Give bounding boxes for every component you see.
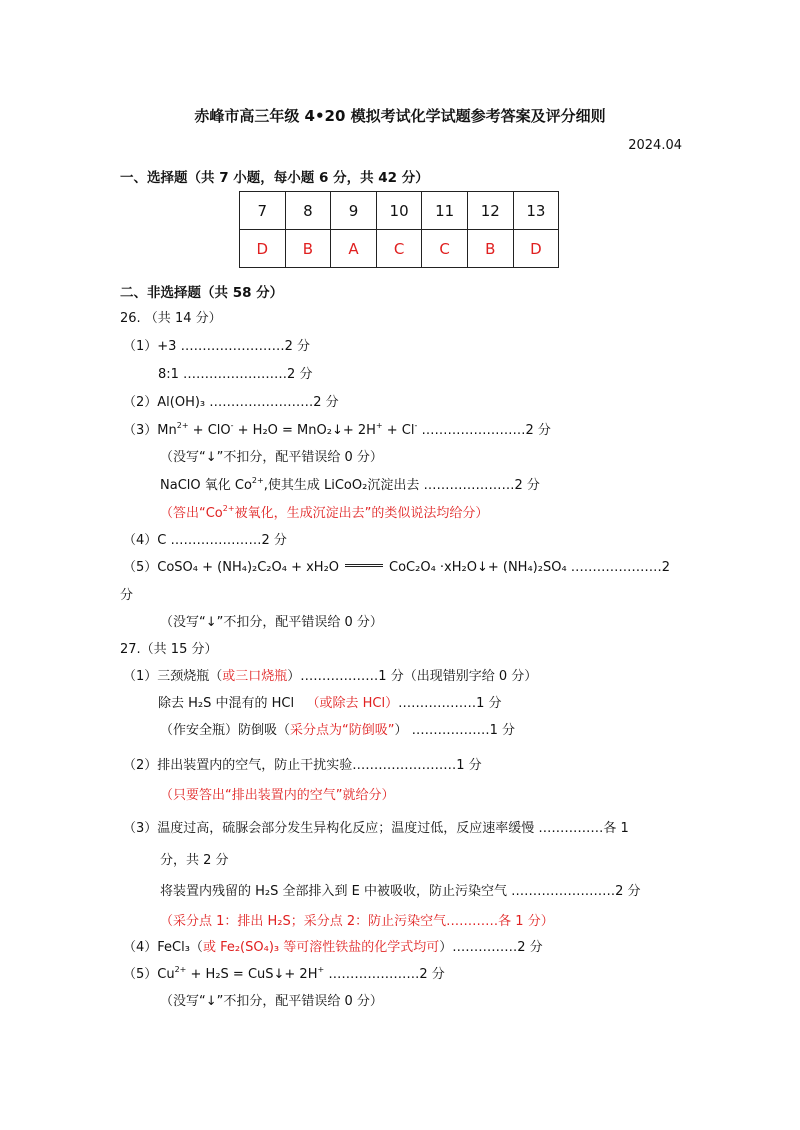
answer-key: C [422, 230, 468, 268]
q27-part1a [123, 665, 537, 684]
section1-heading: 一、选择题（共 7 小题，每小题 6 分，共 42 分） [120, 170, 429, 186]
charge-label: + [317, 965, 325, 974]
answer-table [239, 191, 559, 268]
q27-part5-note: （没写“↓”不扣分，配平错误给 0 分） [160, 994, 383, 1009]
question-number: 10 [376, 192, 422, 230]
q27-text: …………………2 分 [324, 967, 445, 982]
q26-part2: （2）Al(OH)₃ ……………………2 分 [123, 395, 339, 410]
q26-p3b-text: NaClO 氧化 Co [160, 478, 252, 493]
q27-text: （作安全瓶）防倒吸（ [160, 723, 291, 738]
q27-part3-grading-note: （采分点 1：排出 H₂S；采分点 2：防止污染空气…………各 1 分） [160, 914, 554, 929]
q26-part5-equation [123, 556, 670, 575]
answer-key: C [376, 230, 422, 268]
q27-text: + H₂S = CuS↓+ 2H [186, 967, 318, 982]
q26-p3-text: ……………………2 分 [417, 423, 551, 438]
q27-part3b: 分，共 2 分 [160, 853, 229, 868]
charge-label: - [230, 421, 234, 430]
q27-text: ）……………2 分 [439, 940, 543, 955]
q26-part1b: 8:1 ……………………2 分 [158, 367, 313, 382]
answer-key: A [331, 230, 377, 268]
charge-label: 2+ [251, 476, 264, 485]
q27-text: ） ………………1 分 [394, 723, 516, 738]
question-number: 7 [240, 192, 286, 230]
q27-red-text: 采分点为“防倒吸” [290, 723, 395, 738]
q26-p5-text: CoC₂O₄ ·xH₂O↓+ (NH₄)₂SO₄ …………………2 [389, 560, 671, 575]
q26-part1a: （1）+3 ……………………2 分 [123, 339, 310, 354]
q26-p3-text: （3）Mn [123, 423, 177, 438]
answer-key: D [240, 230, 286, 268]
q26-p5-text: （5）CoSO₄ + (NH₄)₂C₂O₄ + xH₂O [123, 560, 340, 575]
q26-part3-b [160, 474, 540, 493]
q27-part1c [160, 719, 515, 738]
answer-key: D [513, 230, 559, 268]
q27-text: （4）FeCl₃（ [123, 940, 203, 955]
q27-part3a: （3）温度过高，硫脲会部分发生异构化反应；温度过低，反应速率缓慢 ……………各 1 [123, 821, 629, 836]
q27-red-text: （或除去 HCl） [306, 696, 399, 711]
q27-text: ）………………1 分（出现错别字给 0 分） [287, 669, 538, 684]
q26-part3-note: （没写“↓”不扣分，配平错误给 0 分） [160, 450, 383, 465]
q26-part3-equation [123, 419, 551, 438]
charge-label: 2+ [222, 504, 235, 513]
q27-text: ………………1 分 [398, 696, 502, 711]
q26-p3-text: + H₂O = MnO₂↓+ 2H [233, 423, 376, 438]
answer-key: B [285, 230, 331, 268]
charge-label: 2+ [174, 965, 187, 974]
charge-label: 2+ [176, 421, 189, 430]
q27-part1b [158, 692, 502, 711]
question-number-row [240, 192, 559, 230]
q27-red-text: 或 Fe₂(SO₄)₃ 等可溶性铁盐的化学式均可 [202, 940, 440, 955]
answer-key-row [240, 230, 559, 268]
charge-label: + [375, 421, 383, 430]
q26-red-text: 被氧化，生成沉淀出去”的类似说法均给分） [234, 506, 489, 521]
q26-part5-cont: 分 [120, 588, 134, 603]
question-number: 13 [513, 192, 559, 230]
q27-text: 除去 H₂S 中混有的 HCl [158, 696, 295, 711]
q26-part5-note: （没写“↓”不扣分，配平错误给 0 分） [160, 615, 383, 630]
question-number: 8 [285, 192, 331, 230]
answer-key: B [467, 230, 513, 268]
q27-red-text: 或三口烧瓶 [222, 669, 288, 684]
q27-text: （5）Cu [123, 967, 175, 982]
section2-heading: 二、非选择题（共 58 分） [120, 285, 284, 301]
q26-p3-text: + Cl [382, 423, 415, 438]
q26-p3b-text: ,使其生成 LiCoO₂沉淀出去 …………………2 分 [263, 478, 540, 493]
q27-part4 [123, 936, 543, 955]
q27-part2-grading-note: （只要答出“排出装置内的空气”就给分） [160, 788, 395, 803]
question-number: 11 [422, 192, 468, 230]
equals-sign [345, 564, 383, 568]
q26-part4: （4）C …………………2 分 [123, 533, 287, 548]
q27-part2: （2）排出装置内的空气，防止干扰实验……………………1 分 [123, 758, 482, 773]
question-number: 12 [467, 192, 513, 230]
q26-red-text: （答出“Co [160, 506, 223, 521]
question-number: 9 [331, 192, 377, 230]
q26-p3-text: + ClO [188, 423, 231, 438]
charge-label: - [414, 421, 418, 430]
q27-part5-equation [123, 963, 445, 982]
q27-part3c: 将装置内残留的 H₂S 全部排入到 E 中被吸收，防止污染空气 ……………………2 分 [160, 884, 641, 899]
q27-heading: 27.（共 15 分） [120, 642, 218, 657]
q27-text: （1）三颈烧瓶（ [123, 669, 223, 684]
document-date: 2024.04 [628, 138, 682, 153]
q26-heading: 26. （共 14 分） [120, 311, 222, 326]
q26-part3-grading-note [160, 502, 488, 521]
page-title: 赤峰市高三年级 4•20 模拟考试化学试题参考答案及评分细则 [194, 107, 606, 125]
